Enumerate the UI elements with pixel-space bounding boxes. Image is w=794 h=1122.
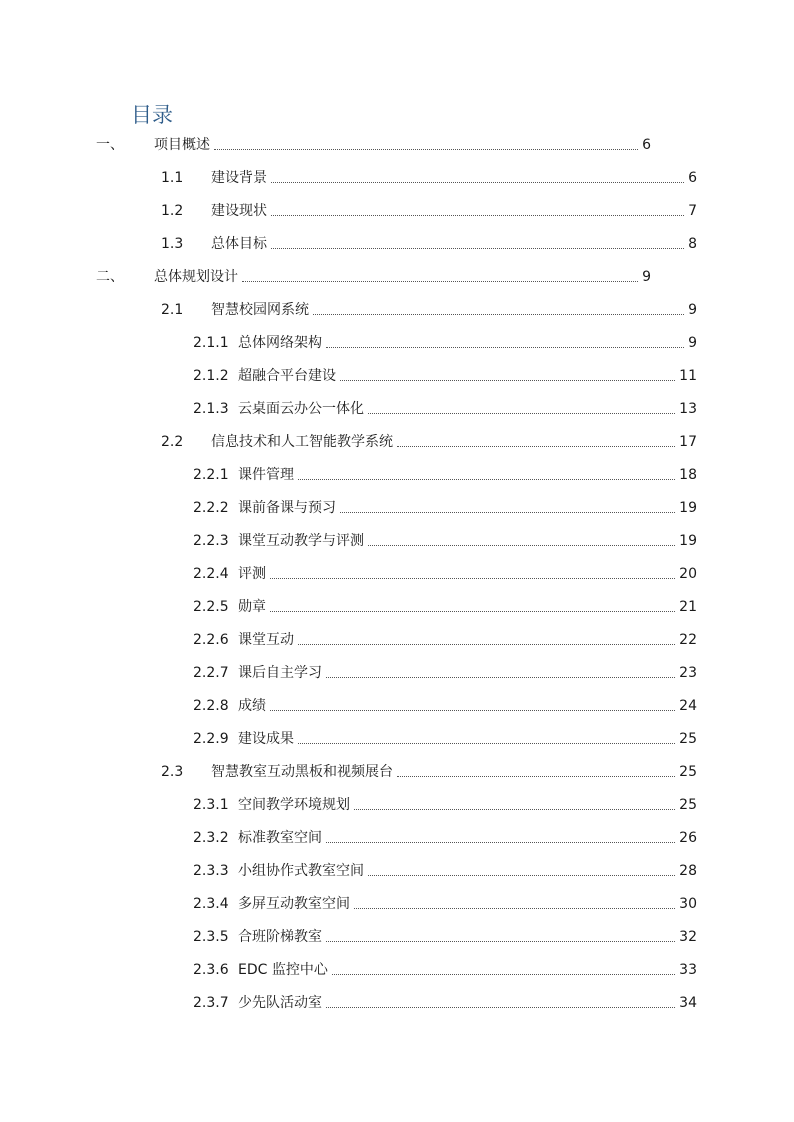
toc-entry-label[interactable]: 建设现状 bbox=[211, 202, 267, 219]
toc-entry[interactable] bbox=[0, 326, 794, 359]
toc-entry-number: 2.3.3 bbox=[193, 862, 229, 879]
toc-entry-label[interactable]: 成绩 bbox=[238, 697, 266, 714]
toc-entry-number: 2.2.9 bbox=[193, 730, 229, 747]
toc-entry-page-number: 9 bbox=[688, 334, 697, 351]
toc-entry-label[interactable]: 合班阶梯教室 bbox=[238, 928, 322, 945]
toc-entry[interactable] bbox=[0, 524, 794, 557]
toc-entry-label[interactable]: 评测 bbox=[238, 565, 266, 582]
toc-entry-label[interactable]: 建设成果 bbox=[238, 730, 294, 747]
toc-entry-page-number: 21 bbox=[679, 598, 697, 615]
toc-entry-label[interactable]: 项目概述 bbox=[154, 136, 210, 153]
toc-entry[interactable] bbox=[0, 920, 794, 953]
toc-entry-page-number: 7 bbox=[688, 202, 697, 219]
toc-entry-line bbox=[238, 994, 697, 1012]
toc-entry-page-number: 26 bbox=[679, 829, 697, 846]
toc-entry[interactable] bbox=[0, 821, 794, 854]
dot-leader bbox=[298, 643, 675, 645]
toc-entry-page-number: 17 bbox=[679, 433, 697, 450]
toc-entry-number: 2.1 bbox=[161, 301, 184, 318]
dot-leader bbox=[326, 676, 675, 678]
toc-entry-number: 2.1.3 bbox=[193, 400, 229, 417]
dot-leader bbox=[326, 1006, 675, 1008]
toc-entry-page-number: 28 bbox=[679, 862, 697, 879]
toc-entry-label[interactable]: 课堂互动教学与评测 bbox=[238, 532, 364, 549]
toc-entry-label[interactable]: 少先队活动室 bbox=[238, 994, 322, 1011]
dot-leader bbox=[397, 445, 675, 447]
toc-entry-page-number: 20 bbox=[679, 565, 697, 582]
toc-entry[interactable] bbox=[0, 557, 794, 590]
toc-entry-number: 2.1.2 bbox=[193, 367, 229, 384]
dot-leader bbox=[270, 577, 675, 579]
toc-entry-line bbox=[238, 565, 697, 583]
dot-leader bbox=[326, 841, 675, 843]
toc-entry-page-number: 9 bbox=[688, 301, 697, 318]
dot-leader bbox=[271, 181, 684, 183]
dot-leader bbox=[271, 214, 684, 216]
toc-entry[interactable] bbox=[0, 986, 794, 1019]
toc-entry-line bbox=[238, 367, 697, 385]
toc-entry-number: 2.3.4 bbox=[193, 895, 229, 912]
toc-entry[interactable] bbox=[0, 656, 794, 689]
toc-entry-page-number: 25 bbox=[679, 730, 697, 747]
toc-entry-number: 2.3.7 bbox=[193, 994, 229, 1011]
toc-entry-line bbox=[238, 928, 697, 946]
dot-leader bbox=[397, 775, 675, 777]
toc-entry[interactable] bbox=[0, 887, 794, 920]
toc-entry-number: 1.2 bbox=[161, 202, 184, 219]
toc-entry[interactable] bbox=[0, 854, 794, 887]
toc-entry-line bbox=[238, 895, 697, 913]
toc-entry-page-number: 25 bbox=[679, 763, 697, 780]
dot-leader bbox=[326, 940, 675, 942]
toc-entry-line bbox=[154, 268, 651, 286]
toc-entry-number: 2.2.7 bbox=[193, 664, 229, 681]
toc-list bbox=[0, 128, 794, 1019]
toc-entry-page-number: 25 bbox=[679, 796, 697, 813]
toc-entry-line bbox=[238, 961, 697, 979]
toc-entry-number: 2.2.8 bbox=[193, 697, 229, 714]
toc-entry-number: 2.2.3 bbox=[193, 532, 229, 549]
toc-entry-line bbox=[238, 532, 697, 550]
toc-entry-label[interactable]: 多屏互动教室空间 bbox=[238, 895, 350, 912]
toc-entry-number: 2.3.6 bbox=[193, 961, 229, 978]
toc-entry-number: 2.3.5 bbox=[193, 928, 229, 945]
dot-leader bbox=[270, 709, 675, 711]
toc-entry-line bbox=[238, 631, 697, 649]
toc-entry[interactable] bbox=[0, 953, 794, 986]
toc-entry-line bbox=[211, 169, 697, 187]
toc-entry-line bbox=[238, 862, 697, 880]
toc-entry-number: 1.1 bbox=[161, 169, 184, 186]
toc-entry-line bbox=[238, 334, 697, 352]
toc-entry-page-number: 32 bbox=[679, 928, 697, 945]
toc-entry[interactable] bbox=[0, 458, 794, 491]
toc-entry-number: 1.3 bbox=[161, 235, 184, 252]
toc-entry-line bbox=[211, 301, 697, 319]
toc-entry-line bbox=[211, 763, 697, 781]
toc-entry-label[interactable]: 空间教学环境规划 bbox=[238, 796, 350, 813]
toc-entry-number: 2.3.1 bbox=[193, 796, 229, 813]
dot-leader bbox=[214, 148, 638, 150]
toc-entry[interactable] bbox=[0, 491, 794, 524]
dot-leader bbox=[271, 247, 684, 249]
toc-entry-number: 2.2.5 bbox=[193, 598, 229, 615]
toc-entry-number: 2.3 bbox=[161, 763, 184, 780]
toc-entry-page-number: 30 bbox=[679, 895, 697, 912]
dot-leader bbox=[368, 412, 675, 414]
toc-entry-label[interactable]: 信息技术和人工智能教学系统 bbox=[211, 433, 393, 450]
toc-entry-label[interactable]: 总体网络架构 bbox=[238, 334, 322, 351]
toc-entry[interactable] bbox=[0, 359, 794, 392]
toc-entry-number: 二、 bbox=[96, 268, 124, 285]
toc-entry-number: 2.2.1 bbox=[193, 466, 229, 483]
toc-entry-line bbox=[211, 202, 697, 220]
dot-leader bbox=[368, 544, 675, 546]
toc-entry[interactable] bbox=[0, 293, 794, 326]
toc-entry-line bbox=[238, 829, 697, 847]
toc-entry[interactable] bbox=[0, 260, 794, 293]
dot-leader bbox=[354, 907, 675, 909]
toc-entry-page-number: 9 bbox=[642, 268, 651, 285]
toc-entry[interactable] bbox=[0, 425, 794, 458]
toc-entry-label[interactable]: 智慧校园网系统 bbox=[211, 301, 309, 318]
toc-entry[interactable] bbox=[0, 392, 794, 425]
toc-entry-label[interactable]: 云桌面云办公一体化 bbox=[238, 400, 364, 417]
toc-entry[interactable] bbox=[0, 227, 794, 260]
toc-entry-number: 2.2.2 bbox=[193, 499, 229, 516]
toc-entry-label[interactable]: 总体规划设计 bbox=[154, 268, 238, 285]
toc-entry-label[interactable]: 课堂互动 bbox=[238, 631, 294, 648]
toc-entry-page-number: 23 bbox=[679, 664, 697, 681]
toc-entry-page-number: 34 bbox=[679, 994, 697, 1011]
toc-entry-line bbox=[211, 433, 697, 451]
toc-entry-number: 2.2.6 bbox=[193, 631, 229, 648]
toc-entry-number: 2.3.2 bbox=[193, 829, 229, 846]
toc-entry-page-number: 11 bbox=[679, 367, 697, 384]
toc-entry-line bbox=[211, 235, 697, 253]
toc-entry-number: 2.2 bbox=[161, 433, 184, 450]
toc-entry-label[interactable]: 勋章 bbox=[238, 598, 266, 615]
toc-entry-line bbox=[238, 499, 697, 517]
dot-leader bbox=[270, 610, 675, 612]
toc-entry-page-number: 33 bbox=[679, 961, 697, 978]
dot-leader bbox=[340, 379, 675, 381]
toc-entry-line bbox=[238, 400, 697, 418]
toc-entry-page-number: 6 bbox=[642, 136, 651, 153]
toc-entry-number: 2.2.4 bbox=[193, 565, 229, 582]
toc-entry-label[interactable]: EDC 监控中心 bbox=[238, 961, 328, 978]
toc-entry-page-number: 18 bbox=[679, 466, 697, 483]
dot-leader bbox=[326, 346, 684, 348]
toc-entry-line bbox=[238, 697, 697, 715]
toc-entry-label[interactable]: 标准教室空间 bbox=[238, 829, 322, 846]
toc-entry[interactable] bbox=[0, 590, 794, 623]
toc-entry-number: 一、 bbox=[96, 136, 124, 153]
toc-entry-label[interactable]: 总体目标 bbox=[211, 235, 267, 252]
toc-entry-page-number: 8 bbox=[688, 235, 697, 252]
toc-entry-page-number: 24 bbox=[679, 697, 697, 714]
toc-entry-label[interactable]: 课前备课与预习 bbox=[238, 499, 336, 516]
dot-leader bbox=[242, 280, 638, 282]
dot-leader bbox=[313, 313, 684, 315]
toc-entry-line bbox=[238, 466, 697, 484]
dot-leader bbox=[354, 808, 675, 810]
toc-entry-label[interactable]: 课后自主学习 bbox=[238, 664, 322, 681]
toc-entry-line bbox=[238, 598, 697, 616]
toc-entry[interactable] bbox=[0, 722, 794, 755]
toc-entry-number: 2.1.1 bbox=[193, 334, 229, 351]
toc-entry-label[interactable]: 超融合平台建设 bbox=[238, 367, 336, 384]
toc-entry-line bbox=[154, 136, 651, 154]
toc-entry-page-number: 6 bbox=[688, 169, 697, 186]
toc-entry-page-number: 19 bbox=[679, 499, 697, 516]
toc-entry-label[interactable]: 课件管理 bbox=[238, 466, 294, 483]
toc-entry[interactable] bbox=[0, 161, 794, 194]
toc-entry-page-number: 13 bbox=[679, 400, 697, 417]
toc-entry-line bbox=[238, 664, 697, 682]
toc-entry[interactable] bbox=[0, 788, 794, 821]
toc-entry-label[interactable]: 小组协作式教室空间 bbox=[238, 862, 364, 879]
dot-leader bbox=[298, 478, 675, 480]
toc-entry-line bbox=[238, 730, 697, 748]
dot-leader bbox=[340, 511, 675, 513]
toc-entry-label[interactable]: 智慧教室互动黑板和视频展台 bbox=[211, 763, 393, 780]
toc-entry[interactable] bbox=[0, 194, 794, 227]
toc-entry-page-number: 19 bbox=[679, 532, 697, 549]
toc-entry[interactable] bbox=[0, 689, 794, 722]
toc-title: 目录 bbox=[131, 103, 173, 127]
toc-entry[interactable] bbox=[0, 128, 794, 161]
toc-entry-page-number: 22 bbox=[679, 631, 697, 648]
dot-leader bbox=[298, 742, 675, 744]
toc-entry-line bbox=[238, 796, 697, 814]
toc-entry[interactable] bbox=[0, 755, 794, 788]
toc-entry[interactable] bbox=[0, 623, 794, 656]
dot-leader bbox=[368, 874, 675, 876]
toc-entry-label[interactable]: 建设背景 bbox=[211, 169, 267, 186]
dot-leader bbox=[332, 973, 675, 975]
